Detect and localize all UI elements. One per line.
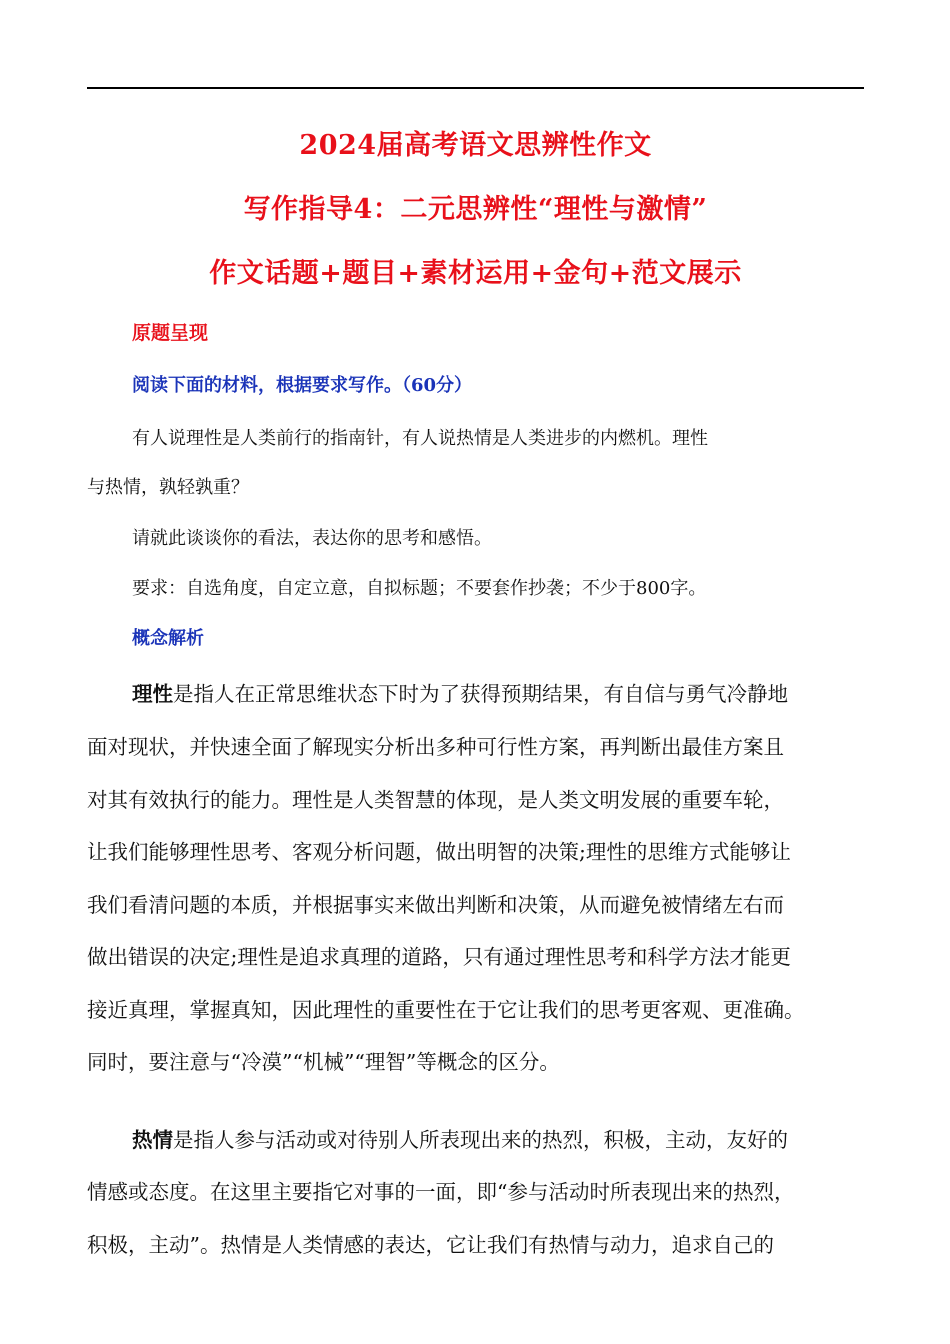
instruction-heading: 阅读下面的材料，根据要求写作。（60分）	[132, 375, 473, 396]
section-heading-original: 原题呈现	[132, 322, 209, 344]
passion-paragraph-line-2: 情感或态度。在这里主要指它对事的一面，即“参与活动时所表现出来的热烈，	[87, 1180, 795, 1204]
rational-paragraph-line-3: 对其有效执行的能力。理性是人类智慧的体现，是人类文明发展的重要车轮，	[87, 788, 784, 812]
rational-paragraph-line-8: 同时，要注意与“冷漠”“机械”“理智”等概念的区分。	[87, 1050, 560, 1074]
top-rule	[87, 87, 864, 89]
requirement-text: 要求：自选角度，自定立意，自拟标题；不要套作抄袭；不少于800字。	[132, 578, 707, 599]
rational-term: 理性	[132, 682, 173, 706]
rational-paragraph-line-2: 面对现状，并快速全面了解现实分析出多种可行性方案，再判断出最佳方案且	[87, 735, 784, 759]
title-line-3: 作文话题+题目+素材运用+金句+范文展示	[209, 258, 742, 289]
passion-paragraph-line-1	[132, 1123, 788, 1153]
passion-term: 热情	[132, 1128, 173, 1152]
rational-paragraph-line-1	[132, 677, 788, 707]
title-line-2: 写作指导4：二元思辨性“理性与激情”	[243, 194, 708, 225]
material-line-2: 与热情，孰轻孰重？	[87, 477, 249, 498]
passion-paragraph-line-3: 积极，主动”。热情是人类情感的表达，它让我们有热情与动力，追求自己的	[87, 1233, 774, 1257]
rational-paragraph-line-5: 我们看清问题的本质，并根据事实来做出判断和决策，从而避免被情绪左右而	[87, 893, 784, 917]
passion-line-1-text: 是指人参与活动或对待别人所表现出来的热烈，积极，主动，友好的	[173, 1128, 788, 1152]
rational-line-1-text: 是指人在正常思维状态下时为了获得预期结果，有自信与勇气冷静地	[173, 682, 788, 706]
rational-paragraph-line-6: 做出错误的决定;理性是追求真理的道路，只有通过理性思考和科学方法才能更	[87, 945, 791, 969]
prompt-text: 请就此谈谈你的看法，表达你的思考和感悟。	[132, 528, 492, 549]
material-line-1: 有人说理性是人类前行的指南针，有人说热情是人类进步的内燃机。理性	[132, 428, 708, 449]
rational-paragraph-line-7: 接近真理，掌握真知，因此理性的重要性在于它让我们的思考更客观、更准确。	[87, 998, 805, 1022]
title-line-1: 2024届高考语文思辨性作文	[299, 130, 652, 161]
section-heading-concept: 概念解析	[132, 628, 204, 649]
rational-paragraph-line-4: 让我们能够理性思考、客观分析问题，做出明智的决策;理性的思维方式能够让	[87, 840, 791, 864]
